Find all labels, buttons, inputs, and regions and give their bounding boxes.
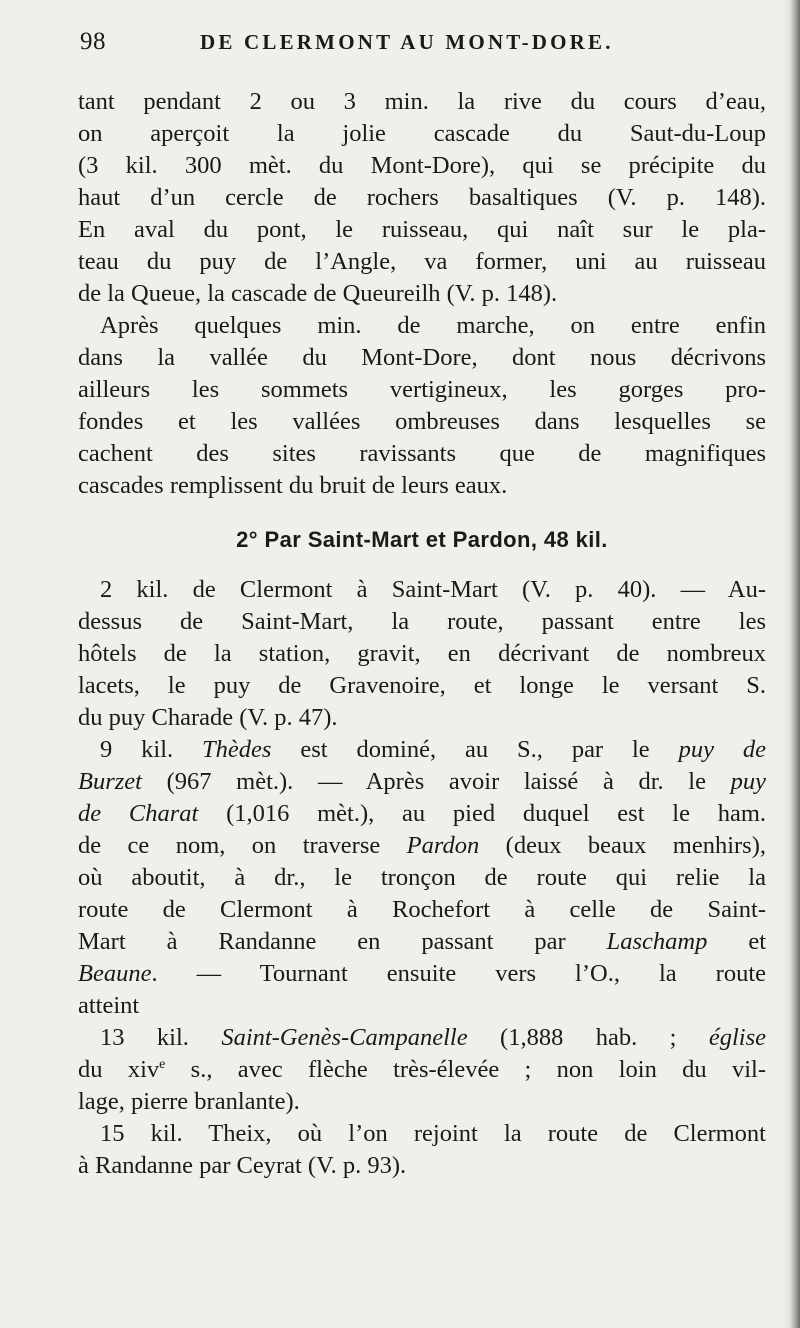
text-line — [78, 1054, 766, 1086]
text-line — [78, 734, 766, 766]
text-line: cascades remplissent du bruit de leurs eaux. — [78, 472, 508, 499]
text-line: dessus de Saint-Mart, la route, passant entre les — [78, 608, 766, 635]
text-line: hôtels de la station, gravit, en décrivant de nombreux — [78, 640, 766, 667]
section-title: 2° Par Saint-Mart et Pardon, 48 kil. — [236, 527, 608, 552]
text-line: cachent des sites ravissants que de magnifiques — [78, 440, 766, 467]
text-run: Mart à Randanne en passant par — [78, 928, 607, 955]
text-line: du puy Charade (V. p. 47). — [78, 704, 338, 731]
page-header — [80, 28, 760, 64]
emphasis: église — [708, 1024, 766, 1051]
text-line — [78, 1022, 766, 1054]
paragraph-thedes — [78, 734, 766, 1022]
paragraph-theix — [78, 1118, 766, 1182]
running-title: DE CLERMONT AU MONT-DORE. — [200, 30, 614, 54]
place-name: Beaune — [78, 960, 152, 987]
text-line: haut d’un cercle de rochers basaltiques (V. p. 148). — [78, 184, 766, 211]
text-line — [78, 926, 766, 958]
text-line — [78, 798, 766, 830]
text-run: 13 kil. — [100, 1024, 222, 1051]
text-line: ailleurs les sommets vertigineux, les gorges pro- — [78, 376, 766, 403]
text-line: dans la vallée du Mont-Dore, dont nous décrivons — [78, 344, 766, 371]
paragraph-continuation — [78, 86, 766, 310]
text-line: 15 kil. Theix, où l’on rejoint la route de Clermont — [100, 1120, 766, 1147]
text-run: (967 mèt.). — Après avoir laissé à dr. le — [141, 768, 731, 795]
text-line: teau du puy de l’Angle, va former, uni au ruisseau — [78, 248, 766, 275]
text-line: 2 kil. de Clermont à Saint-Mart (V. p. 40). — Au- — [100, 576, 766, 603]
text-run: du xiv — [78, 1056, 160, 1083]
text-line: route de Clermont à Rochefort à celle de Saint- — [78, 896, 766, 923]
text-line: (3 kil. 300 mèt. du Mont-Dore), qui se précipite du — [78, 152, 766, 179]
superscript: e — [159, 1057, 166, 1072]
text-line: tant pendant 2 ou 3 min. la rive du cours d’eau, — [78, 88, 766, 115]
place-name: de Charat — [78, 800, 199, 827]
place-name: puy — [730, 768, 766, 795]
place-name: puy de — [678, 736, 766, 763]
text-line — [78, 958, 766, 990]
text-line: à Randanne par Ceyrat (V. p. 93). — [78, 1152, 407, 1179]
text-line: de la Queue, la cascade de Queureilh (V. p. 148). — [78, 280, 558, 307]
text-line: atteint — [78, 992, 140, 1019]
text-run: est dominé, au S., par le — [271, 736, 679, 763]
place-name: Thèdes — [202, 736, 272, 763]
place-name: Laschamp — [606, 928, 708, 955]
text-run: de ce nom, on traverse — [78, 832, 407, 859]
text-run: (deux beaux menhirs), — [479, 832, 767, 859]
paragraph-saint-mart — [78, 574, 766, 734]
page-edge-shadow — [782, 0, 800, 1328]
text-run: 9 kil. — [100, 736, 203, 763]
text-line: lage, pierre branlante). — [78, 1088, 300, 1115]
paragraph-valley — [78, 310, 766, 502]
page-number: 98 — [80, 28, 106, 55]
text-line: on aperçoit la jolie cascade du Saut-du-Loup — [78, 120, 766, 147]
text-line — [78, 830, 766, 862]
place-name: Burzet — [78, 768, 142, 795]
text-run: s., avec flèche très-élevée ; non loin du vil- — [165, 1056, 767, 1083]
text-line: Après quelques min. de marche, on entre enfin — [100, 312, 766, 339]
place-name: Pardon — [406, 832, 480, 859]
text-run: (1,888 hab. ; — [467, 1024, 709, 1051]
text-line: fondes et les vallées ombreuses dans lesquelles se — [78, 408, 766, 435]
text-line — [78, 766, 766, 798]
text-run: . — Tournant ensuite vers l’O., la route — [151, 960, 766, 987]
place-name: Saint-Genès-Campanelle — [221, 1024, 468, 1051]
text-line: lacets, le puy de Gravenoire, et longe le versant S. — [78, 672, 766, 699]
paragraph-saint-genes — [78, 1022, 766, 1118]
text-line: En aval du pont, le ruisseau, qui naît sur le pla- — [78, 216, 766, 243]
text-run: et — [707, 928, 766, 955]
body-text — [78, 86, 766, 1182]
text-line: où aboutit, à dr., le tronçon de route qui relie la — [78, 864, 766, 891]
text-run: (1,016 mèt.), au pied duquel est le ham. — [198, 800, 767, 827]
